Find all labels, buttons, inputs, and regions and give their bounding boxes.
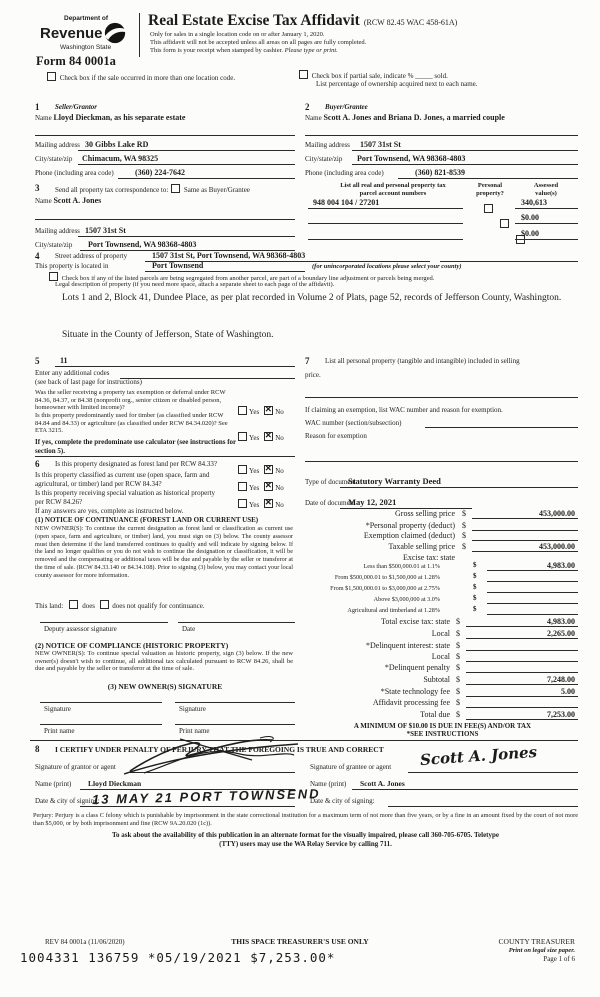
dollar-sign: $ bbox=[456, 710, 460, 719]
cashier-stamp: 1004331 136759 *05/19/2021 $7,253.00* bbox=[20, 950, 336, 965]
processing-fee-label: Affidavit processing fee bbox=[372, 698, 450, 707]
tax-bracket-value-1: 4,983.00 bbox=[547, 561, 575, 570]
legal-description-text: Lots 1 and 2, Block 41, Dundee Place, as per plat recorded in Volume 2 of Plats, page 52, records of Jefferson County, Washington. bbox=[62, 293, 562, 303]
forest-no-checkbox-checked[interactable] bbox=[264, 465, 273, 474]
partial-sale-row bbox=[298, 70, 448, 81]
exemption-yes-checkbox[interactable] bbox=[238, 406, 247, 415]
date-of-document-label: Date of document bbox=[305, 499, 356, 507]
grantee-signature-script: Scott A. Jones bbox=[419, 742, 538, 770]
seller-phone-label: Phone (including area code) bbox=[35, 169, 114, 177]
processing-fee-line[interactable] bbox=[466, 707, 578, 708]
section1-number: 1 bbox=[35, 102, 40, 112]
seller-city-label: City/state/zip bbox=[35, 155, 73, 163]
notice1-body: NEW OWNER(S): To continue the current designation as forest land or classification as current use (open space, farm and agriculture, or timber) land, you must sign on (3) below. The county assessor must then determine if the land transferred continues to qualify and will indicate by signing below. If the land no longer qualifies or you do not wish to continue the designation or classification, it will be removed and the compensating or additional taxes will be due and payable by the seller or transferor at the time of sale. (RCW 84.33.140 or 84.34.108). Prior to signing (3) below, you may contact your local county assessor for more information. bbox=[35, 525, 293, 579]
correspondence-name-row bbox=[35, 196, 101, 206]
form-title-row bbox=[148, 12, 457, 30]
county-treasurer-label: COUNTY TREASURER bbox=[498, 937, 575, 946]
assessed-col-header-1: Assessed bbox=[533, 182, 559, 189]
correspondence-name-value: Scott A. Jones bbox=[53, 196, 102, 205]
land-label: This land: bbox=[35, 602, 64, 610]
dollar-sign: $ bbox=[456, 698, 460, 707]
revenue-wordmark: Revenue bbox=[40, 25, 103, 42]
tax-bracket-label-2: From $500,000.01 to $1,500,000 at 1.28% bbox=[334, 574, 440, 581]
field-line bbox=[352, 150, 578, 151]
grantee-name-label: Name (print) bbox=[310, 780, 347, 788]
page-title-rcw: (RCW 82.45 WAC 458-61A) bbox=[363, 18, 458, 27]
tax-bracket-label-1: Less than $500,000.01 at 1.1% bbox=[363, 563, 440, 570]
page-title: Real Estate Excise Tax Affidavit bbox=[148, 12, 360, 29]
section3-number: 3 bbox=[35, 183, 40, 193]
personal-col-header-2: property? bbox=[476, 189, 504, 197]
exemption-question: Was the seller receiving a property tax exemption or deferral under RCW 84.36, 84.37, or 84.38 (nonprofit org., senior citizen or disabled person, homeowner with limited income)? bbox=[35, 389, 226, 412]
grantee-date-line[interactable] bbox=[388, 806, 578, 807]
deputy-signature-label: Deputy assessor signature bbox=[44, 625, 117, 633]
located-in-label: This property is located in bbox=[35, 262, 109, 270]
legal-size-note: Print on legal size paper. bbox=[508, 947, 575, 954]
personal-col-header bbox=[470, 182, 510, 197]
parcel-col-header bbox=[318, 182, 468, 197]
section5-code-value: 11 bbox=[60, 356, 68, 365]
grantee-date-label: Date & city of signing: bbox=[310, 797, 375, 805]
dollar-sign: $ bbox=[462, 521, 466, 530]
signature-label-1: Signature bbox=[44, 705, 71, 713]
grantor-date-handwriting: 13 MAY 21 PORT TOWNSEND bbox=[91, 786, 321, 807]
multi-location-label: Check box if the sale occurred in more than one location code. bbox=[59, 74, 236, 82]
assessed-value-3: $0.00 bbox=[521, 229, 539, 238]
buyer-name-value: Scott A. Jones and Briana D. Jones, a married couple bbox=[323, 113, 505, 122]
washington-state-label: Washington State bbox=[60, 44, 112, 51]
seller-phone-value: (360) 224-7642 bbox=[135, 168, 185, 177]
dollar-sign: $ bbox=[456, 687, 460, 696]
does-not-checkbox[interactable] bbox=[100, 600, 109, 609]
excise-tax-header: Excise tax: state bbox=[403, 553, 455, 562]
correspondence-name-line-2[interactable] bbox=[35, 219, 295, 220]
seller-mailing-value: 30 Gibbs Lake RD bbox=[85, 140, 149, 149]
timber-no-checkbox-checked[interactable] bbox=[264, 432, 273, 441]
section4-number: 4 bbox=[35, 251, 40, 261]
grantee-signature-line[interactable] bbox=[408, 772, 578, 773]
correspondence-row bbox=[55, 184, 250, 195]
parcel-line-1[interactable] bbox=[308, 208, 463, 209]
no-label: No bbox=[275, 501, 284, 509]
total-due-value: 7,253.00 bbox=[547, 710, 575, 719]
buyer-city-label: City/state/zip bbox=[305, 155, 343, 163]
print-name-line-2[interactable] bbox=[175, 724, 295, 725]
forest-yn bbox=[237, 460, 284, 478]
current-use-yes-checkbox[interactable] bbox=[238, 482, 247, 491]
correspondence-city-value: Port Townsend, WA 98368-4803 bbox=[88, 240, 197, 249]
section8-number: 8 bbox=[35, 744, 40, 754]
correspondence-name-label: Name bbox=[35, 197, 52, 205]
seller-city-value: Chimacum, WA 98325 bbox=[82, 154, 159, 163]
section1-title: Seller/Grantor bbox=[55, 103, 98, 111]
reason-exemption-label: Reason for exemption bbox=[305, 432, 367, 440]
taxable-price-label: Taxable selling price bbox=[388, 542, 455, 551]
buyer-name-label: Name bbox=[305, 114, 322, 122]
dor-swoosh-icon bbox=[104, 22, 126, 44]
alt-format-note-2: (TTY) users may use the WA Relay Service by calling 711. bbox=[219, 840, 392, 848]
yes-label: Yes bbox=[249, 467, 260, 475]
seller-mailing-label: Mailing address bbox=[35, 141, 80, 149]
personal-property-checkbox-1[interactable] bbox=[484, 204, 493, 213]
forest-question: Is this property designated as forest land per RCW 84.33? bbox=[55, 460, 218, 468]
dollar-sign: $ bbox=[473, 605, 477, 613]
multi-location-checkbox[interactable] bbox=[47, 72, 56, 81]
grantor-signature-label: Signature of grantor or agent bbox=[35, 763, 116, 771]
gross-price-label: Gross selling price bbox=[395, 509, 455, 518]
owner-signature-line-1[interactable] bbox=[40, 702, 162, 703]
historic-yes-checkbox[interactable] bbox=[238, 499, 247, 508]
no-label: No bbox=[275, 484, 284, 492]
section5-number: 5 bbox=[35, 356, 40, 366]
field-line bbox=[398, 178, 578, 179]
section6-instruction: If any answers are yes, complete as instructed below. bbox=[35, 507, 184, 515]
grantor-date-line[interactable] bbox=[80, 806, 295, 807]
buyer-name-row bbox=[305, 113, 505, 123]
partial-sale-label: Check box if partial sale, indicate % _____ sold. bbox=[311, 72, 448, 80]
deputy-signature-line[interactable] bbox=[40, 622, 168, 623]
parcel-line-2[interactable] bbox=[308, 223, 463, 224]
exemption-yn bbox=[237, 401, 284, 419]
assessed-line-1[interactable] bbox=[515, 208, 578, 209]
print-name-label-2: Print name bbox=[179, 727, 210, 735]
yes-label: Yes bbox=[249, 434, 260, 442]
signature-label-2: Signature bbox=[179, 705, 206, 713]
historic-no-checkbox-checked[interactable] bbox=[264, 499, 273, 508]
dept-of-label: Department of bbox=[64, 15, 109, 22]
header-note-2: This affidavit will not be accepted unless all areas on all pages are fully completed. bbox=[150, 39, 367, 46]
historic-question: Is this property receiving special valuation as historical property per RCW 84.26? bbox=[35, 489, 216, 506]
street-address-value: 1507 31st St, Port Townsend, WA 98368-4803 bbox=[152, 251, 306, 260]
technology-fee-value: 5.00 bbox=[561, 687, 575, 696]
header-note-3 bbox=[150, 47, 338, 55]
notice2-body: NEW OWNER(S): To continue special valuation as historic property, sign (3) below. If the new owner(s) doesn't wish to continue, all additional tax calculated pursuant to RCW 84.26, shall be due and payable by the seller or transferor at the time of sale. bbox=[35, 650, 293, 673]
assessed-value-2: $0.00 bbox=[521, 213, 539, 222]
tax-bracket-line-2[interactable] bbox=[487, 581, 578, 582]
situate-text: Situate in the County of Jefferson, State of Washington. bbox=[62, 330, 274, 340]
field-line bbox=[78, 236, 295, 237]
personal-property-blank-line[interactable] bbox=[305, 397, 578, 398]
owner-signature-title: (3) NEW OWNER(S) SIGNATURE bbox=[107, 682, 223, 691]
parcel-number-1: 948 004 104 / 27201 bbox=[313, 198, 380, 207]
located-in-note: (for unincorporated locations please select your county) bbox=[312, 263, 462, 270]
grantor-signature-scribble bbox=[120, 733, 305, 778]
tax-bracket-line-4[interactable] bbox=[487, 603, 578, 604]
seller-name-value: Lloyd Dieckman, as his separate estate bbox=[53, 113, 186, 122]
header-note-3-text: This form is your receipt when stamped by cashier. bbox=[150, 47, 285, 54]
yes-label: Yes bbox=[249, 484, 260, 492]
total-state-value: 4,983.00 bbox=[547, 617, 575, 626]
delinquent-local-line[interactable] bbox=[466, 661, 578, 662]
dollar-sign: $ bbox=[473, 561, 477, 569]
correspondence-mailing-label: Mailing address bbox=[35, 227, 80, 235]
does-label: does bbox=[82, 602, 96, 610]
personal-deduct-line[interactable] bbox=[472, 530, 578, 531]
wac-number-line[interactable] bbox=[425, 427, 578, 428]
owner-signature-line-2[interactable] bbox=[175, 702, 295, 703]
type-of-document-label: Type of document bbox=[305, 478, 356, 486]
land-qualify-row bbox=[35, 600, 205, 611]
reason-exemption-line[interactable] bbox=[305, 461, 578, 462]
dollar-sign: $ bbox=[456, 652, 460, 661]
dollar-sign: $ bbox=[456, 617, 460, 626]
dollar-sign: $ bbox=[456, 663, 460, 672]
parcel-line-3[interactable] bbox=[308, 239, 463, 240]
subtotal-label: Subtotal bbox=[423, 675, 450, 684]
subtotal-value: 7,248.00 bbox=[547, 675, 575, 684]
tax-bracket-label-3: From $1,500,000.01 to $3,000,000 at 2.75% bbox=[330, 585, 440, 592]
seller-name-line-2[interactable] bbox=[35, 135, 295, 136]
field-line bbox=[340, 487, 578, 488]
no-label: No bbox=[275, 467, 284, 475]
exemption-deduct-line[interactable] bbox=[472, 540, 578, 541]
delinquent-local-label: Local bbox=[431, 652, 450, 661]
same-as-buyer-checkbox[interactable] bbox=[171, 184, 180, 193]
grantor-name-value: Lloyd Dieckman bbox=[88, 779, 142, 788]
deputy-date-line[interactable] bbox=[178, 622, 295, 623]
does-checkbox[interactable] bbox=[69, 600, 78, 609]
delinquent-interest-line[interactable] bbox=[466, 650, 578, 651]
total-due-label: Total due bbox=[420, 710, 450, 719]
tax-bracket-label-5: Agricultural and timberland at 1.28% bbox=[347, 607, 440, 614]
local-tax-value: 2,265.00 bbox=[547, 629, 575, 638]
exemption-deduct-label: Exemption claimed (deduct) bbox=[363, 531, 455, 540]
same-as-buyer-label: Same as Buyer/Grantee bbox=[183, 186, 250, 194]
type-of-document-value: Statutory Warranty Deed bbox=[348, 476, 441, 486]
section6-number: 6 bbox=[35, 459, 40, 469]
current-use-question: Is this property classified as current use (open space, farm and agricultural, or timber) land per RCW 84.34? bbox=[35, 471, 210, 488]
correspondence-mailing-value: 1507 31st St bbox=[85, 226, 126, 235]
assessed-col-header bbox=[520, 182, 572, 197]
forest-yes-checkbox[interactable] bbox=[238, 465, 247, 474]
dollar-sign: $ bbox=[462, 531, 466, 540]
dor-logo bbox=[40, 15, 160, 51]
treasurer-use-label: THIS SPACE TREASURER'S USE ONLY bbox=[231, 937, 369, 946]
additional-codes-label: Enter any additional codes bbox=[35, 369, 110, 377]
tax-bracket-line-5[interactable] bbox=[487, 614, 578, 615]
dollar-sign: $ bbox=[473, 594, 477, 602]
certify-statement: I CERTIFY UNDER PENALTY OF PERJURY THAT THE FOREGOING IS TRUE AND CORRECT bbox=[55, 745, 384, 754]
buyer-mailing-value: 1507 31st St bbox=[360, 140, 401, 149]
assessed-line-3[interactable] bbox=[515, 239, 578, 240]
historic-yn bbox=[237, 494, 284, 512]
section7-label-1: List all personal property (tangible and intangible) included in selling bbox=[325, 357, 520, 365]
dollar-sign: $ bbox=[456, 675, 460, 684]
multi-location-row bbox=[46, 72, 235, 83]
notice1-title: (1) NOTICE OF CONTINUANCE (FOREST LAND OR CURRENT USE) bbox=[35, 516, 259, 524]
correspondence-label: Send all property tax correspondence to: bbox=[55, 186, 169, 194]
print-name-line-1[interactable] bbox=[40, 724, 162, 725]
does-not-label: does not qualify for continuance. bbox=[112, 602, 205, 610]
delinquent-interest-label: *Delinquent interest: state bbox=[366, 641, 450, 650]
section7-label-2: price. bbox=[305, 371, 321, 379]
buyer-phone-value: (360) 821-8539 bbox=[415, 168, 465, 177]
yes-label: Yes bbox=[249, 408, 260, 416]
grantor-name-label: Name (print) bbox=[35, 780, 72, 788]
assessed-col-header-2: value(s) bbox=[535, 189, 557, 197]
tax-bracket-label-4: Above $3,000,000 at 3.0% bbox=[373, 596, 440, 603]
additional-codes-note: (see back of last page for instructions) bbox=[35, 378, 142, 386]
notice2-title: (2) NOTICE OF COMPLIANCE (HISTORIC PROPERTY) bbox=[35, 641, 229, 650]
page-indicator: Page 1 of 6 bbox=[543, 955, 575, 963]
total-state-label: Total excise tax: state bbox=[381, 617, 450, 626]
wac-number-label: WAC number (section/subsection) bbox=[305, 419, 402, 427]
predominate-use-note: If yes, complete the predominate use calculator (see instructions for section 5). bbox=[35, 438, 237, 455]
personal-property-checkbox-2[interactable] bbox=[500, 219, 509, 228]
grantee-signature-label: Signature of grantee or agent bbox=[310, 763, 392, 771]
current-use-no-checkbox-checked[interactable] bbox=[264, 482, 273, 491]
correspondence-city-label: City/state/zip bbox=[35, 241, 73, 249]
dollar-sign: $ bbox=[462, 509, 466, 518]
tax-bracket-line-3[interactable] bbox=[487, 592, 578, 593]
field-line bbox=[352, 164, 578, 165]
header-divider bbox=[139, 13, 140, 57]
section-divider bbox=[35, 456, 295, 457]
field-line bbox=[352, 789, 578, 790]
date-of-document-value: May 12, 2021 bbox=[348, 497, 397, 507]
perjury-text: Perjury: Perjury is a class C felony which is punishable by imprisonment in the state correctional institution for a maximum term of not more than five years, or by a fine in an amount fixed by the court of not more than $5,000, or by both imprisonment and fine (RCW 9A.20.020 (1c)). bbox=[33, 812, 578, 827]
parcel-col-header-2: parcel account numbers bbox=[359, 189, 427, 197]
buyer-name-line-2[interactable] bbox=[305, 135, 578, 136]
header-note-3-italic: Please type or print. bbox=[284, 47, 338, 54]
timber-question: Is this property predominantly used for timber (as classified under RCW 84.84 and 84.33) or agriculture (as classified under RCW 84.34.020)? See ETA 3215. bbox=[35, 412, 228, 435]
dollar-sign: $ bbox=[456, 629, 460, 638]
technology-fee-label: *State technology fee bbox=[380, 687, 450, 696]
section5-code-line[interactable] bbox=[55, 366, 295, 367]
minimum-due-note: A MINIMUM OF $10.00 IS DUE IN FEE(S) AND/OR TAX bbox=[353, 722, 532, 730]
dollar-sign: $ bbox=[473, 583, 477, 591]
exemption-no-checkbox-checked[interactable] bbox=[264, 406, 273, 415]
wac-intro: If claiming an exemption, list WAC number and reason for exemption. bbox=[305, 406, 503, 414]
segregated-label: Check box if any of the listed parcels are being segregated from another parcel, are part of a boundary line adjustment or parcels being merged. bbox=[61, 275, 435, 282]
partial-sale-checkbox[interactable] bbox=[299, 70, 308, 79]
taxable-price-value: 453,000.00 bbox=[539, 542, 575, 551]
section2-title: Buyer/Grantee bbox=[325, 103, 368, 111]
parcel-col-header-1: List all real and personal property tax bbox=[340, 182, 446, 189]
yes-label: Yes bbox=[249, 501, 260, 509]
seller-name-label: Name bbox=[35, 114, 52, 122]
local-tax-label: Local bbox=[431, 629, 450, 638]
no-label: No bbox=[275, 408, 284, 416]
personal-col-header-1: Personal bbox=[477, 182, 503, 189]
buyer-mailing-label: Mailing address bbox=[305, 141, 350, 149]
dollar-sign: $ bbox=[456, 641, 460, 650]
dollar-sign: $ bbox=[462, 542, 466, 551]
current-use-yn bbox=[237, 477, 284, 495]
no-label: No bbox=[275, 434, 284, 442]
field-line bbox=[440, 261, 578, 262]
grantee-name-value: Scott A. Jones bbox=[360, 779, 405, 788]
buyer-phone-label: Phone (including area code) bbox=[305, 169, 384, 177]
field-line bbox=[78, 164, 295, 165]
header-note-1: Only for sales in a single location code on or after January 1, 2020. bbox=[150, 31, 325, 38]
see-instructions-note: *SEE INSTRUCTIONS bbox=[406, 730, 479, 738]
section7-number: 7 bbox=[305, 356, 310, 366]
field-line bbox=[78, 150, 295, 151]
assessed-value-1: 340,613 bbox=[521, 198, 547, 207]
gross-price-value: 453,000.00 bbox=[539, 509, 575, 518]
legal-description-label: Legal description of property (if you need more space, attach a separate sheet to each page of the affidavit). bbox=[55, 281, 335, 288]
buyer-city-value: Port Townsend, WA 98368-4803 bbox=[357, 154, 466, 163]
personal-deduct-label: *Personal property (deduct) bbox=[365, 521, 455, 530]
delinquent-penalty-label: *Delinquent penalty bbox=[384, 663, 450, 672]
deputy-date-label: Date bbox=[182, 625, 196, 633]
segregated-checkbox[interactable] bbox=[49, 272, 58, 281]
delinquent-penalty-line[interactable] bbox=[466, 672, 578, 673]
dollar-sign: $ bbox=[473, 572, 477, 580]
seller-name-row bbox=[35, 113, 185, 123]
print-name-label-1: Print name bbox=[44, 727, 75, 735]
street-address-label: Street address of property bbox=[55, 252, 128, 260]
partial-sale-note: List percentage of ownership acquired next to each name. bbox=[316, 80, 478, 88]
revision-number: REV 84 0001a (11/06/2020) bbox=[45, 938, 125, 946]
located-in-value: Port Townsend bbox=[152, 261, 204, 270]
grantor-date-label: Date & city of signing: bbox=[35, 797, 100, 805]
section2-number: 2 bbox=[305, 102, 310, 112]
assessed-line-2[interactable] bbox=[515, 223, 578, 224]
form-number: Form 84 0001a bbox=[36, 54, 116, 68]
alt-format-note-1: To ask about the availability of this publication in an alternate format for the visually impaired, please call 360-705-6705. Teletype bbox=[111, 831, 500, 839]
additional-codes-line[interactable] bbox=[120, 378, 295, 379]
field-line bbox=[118, 178, 295, 179]
